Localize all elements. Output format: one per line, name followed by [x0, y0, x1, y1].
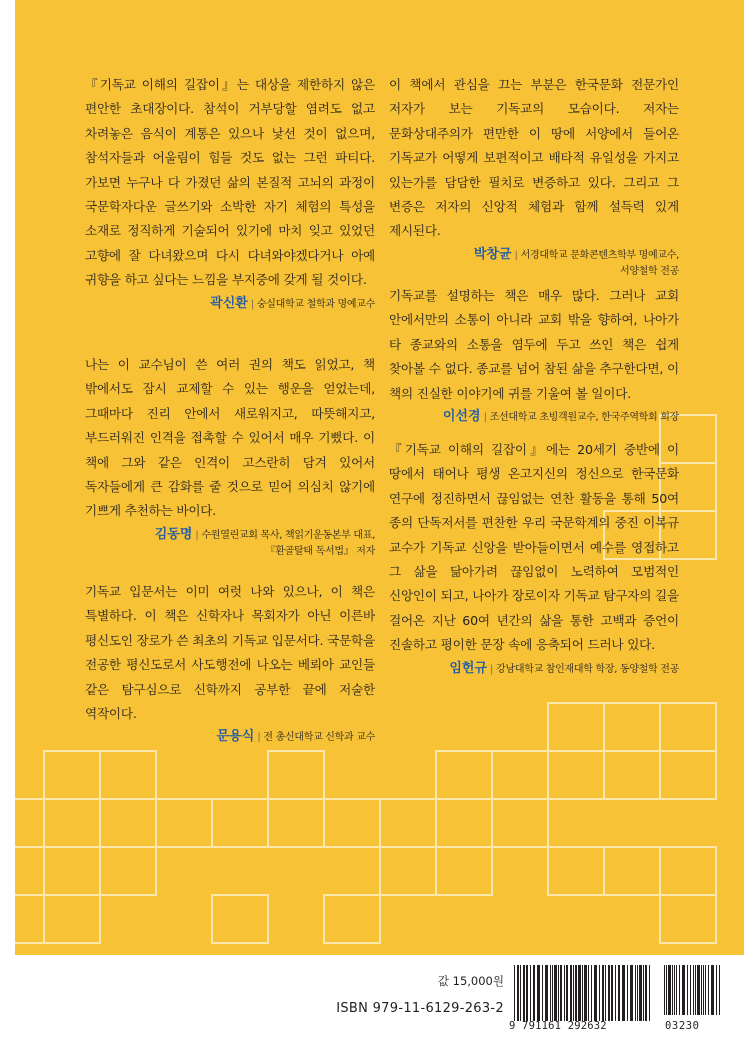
barcode-bar [695, 965, 696, 1015]
review-moon-yongsik [85, 580, 375, 746]
reviewer-credit [85, 729, 375, 746]
barcode-bar [554, 965, 557, 1021]
barcode-bar [533, 965, 535, 1021]
separator-bar: | [490, 663, 494, 675]
separator-bar: | [250, 298, 254, 310]
barcode-bar [578, 965, 581, 1021]
barcode-bar [591, 965, 592, 1021]
barcode-bar [611, 965, 613, 1021]
barcode-bar [575, 965, 577, 1021]
separator-bar: | [514, 249, 518, 261]
isbn-label: ISBN 979-11-6129-263-2 [336, 1001, 504, 1016]
separator-bar: | [257, 732, 261, 744]
barcode-bar [664, 965, 665, 1015]
barcode-bar [693, 965, 694, 1015]
barcode-bar [637, 965, 638, 1021]
reviewer-affiliation-line2: 『환골탈태 독서법』 저자 [265, 545, 375, 557]
barcode-bar [666, 965, 667, 1015]
reviewer-credit [85, 527, 375, 560]
barcode-bar [517, 965, 519, 1021]
barcode-bar [564, 965, 565, 1021]
barcode-bar [676, 965, 677, 1015]
barcode-bar [605, 965, 606, 1021]
barcode-bar [560, 965, 562, 1021]
review-kim-dongmyeong [85, 353, 375, 560]
review-text: 『기독교 이해의 길잡이』는 대상을 제한하지 않은 편안한 초대장이다. 참석이 거부당할 염려도 없고 차려놓은 음식이 계통은 있으나 낯선 것이 없으며, 참석자들과 어울림이 힘들 것도 없는 그런 파티다. 가보면 누구나 다 가졌던 삶의 본질적 고뇌의 과정이 국문학자다운 글쓰기와 소박한 자기 체험의 특성을 소재로 정직하게 기술되어 있기에 마치 잊고 있었던 고향에 잘 다녀왔으며 다시 다녀와야겠다거나 아예 귀향을 하고 싶다는 느낌을 부지중에 갖게 될 것이다. [85, 77, 375, 288]
review-text: 이 책에서 관심을 끄는 부분은 한국문화 전문가인 저자가 보는 기독교의 모습이다. 저자는 문화상대주의가 편만한 이 땅에 서양에서 들어온 기독교가 어떻게 보편적이고 배타적 유일성을 가지고 있는가를 담담한 필치로 변증하고 있다. 그리고 그 변증은 저자의 신앙적 체험과 함께 설득력 있게 제시된다. [389, 77, 679, 239]
barcode-digits: 9 791161 292632 [509, 1020, 607, 1032]
reviewer-credit [389, 247, 679, 280]
cover-footer [0, 955, 750, 1064]
addon-barcode-digits: 03230 [665, 1020, 700, 1032]
review-text: 『기독교 이해의 길잡이』에는 20세기 중반에 이 땅에서 태어나 평생 온고지신의 정신으로 한국문화 연구에 정진하면서 끊임없는 연찬 활동을 통해 50여 종의 단독저서를 편찬한 우리 국문학계의 중진 이복규 교수가 기독교 신앙을 받아들이면서 예수를 영접하고 그 삶을 닮아가려 끊임없이 노력하여 모범적인 신앙인이 되고, 나아가 장로이자 기독교 탐구자의 길을 걸어온 지난 60여 년간의 삶을 통한 고백과 증언이 진솔하고 평이한 문장 속에 응축되어 드러나 있다. [389, 442, 679, 653]
barcode-bar [703, 965, 704, 1015]
barcode-bar [643, 965, 644, 1021]
barcode-bar [687, 965, 688, 1015]
reviewer-name: 박창균 [473, 246, 512, 262]
barcode-bar [630, 965, 633, 1021]
barcode-bar [618, 965, 620, 1021]
review-text: 기독교 입문서는 이미 여럿 나와 있으나, 이 책은 특별하다. 이 책은 신학자나 목회자가 아닌 이른바 평신도인 장로가 쓴 최초의 기독교 입문서다. 국문학을 전공한 평신도로서 사도행전에 나오는 베뢰아 교인들 같은 탐구심으로 신학까지 공부한 끝에 저술한 역작이다. [85, 584, 375, 722]
barcode-bar [674, 965, 675, 1015]
barcode-bar [552, 965, 553, 1021]
barcode-bar [719, 965, 720, 1015]
barcode-bar [608, 965, 610, 1021]
reviewer-affiliation: 숭실대학교 철학과 명예교수 [256, 298, 375, 310]
barcode-bar [514, 965, 515, 1021]
reviewer-name: 곽신환 [210, 295, 248, 311]
review-lee-seongyeong [389, 284, 679, 426]
barcode-bar [526, 965, 528, 1021]
barcode-bar [584, 965, 587, 1021]
barcode-bar [645, 965, 647, 1021]
barcode-bar [679, 965, 680, 1015]
price-label: 값 15,000원 [437, 974, 504, 988]
review-text: 나는 이 교수님이 쓴 여러 권의 책도 읽었고, 책 밖에서도 잠시 교제할 수 있는 행운을 얻었는데, 그때마다 진리 안에서 새로워지고, 따뜻해지고, 부드러워진 인격을 접촉할 수 있어서 매우 기뻤다. 이 책에 그와 같은 인격이 고스란히 담겨 있어서 독자들에게 큰 감화를 줄 것으로 믿어 의심치 않기에 기쁘게 추천하는 바이다. [85, 357, 375, 519]
barcode-bar [558, 965, 559, 1021]
reviewer-credit [389, 661, 679, 678]
barcode-bar [690, 965, 691, 1015]
barcode-bar [668, 965, 671, 1015]
reviewer-name: 김동명 [154, 526, 193, 542]
reviewer-affiliation: 서경대학교 문화콘텐츠학부 명예교수, [520, 249, 679, 261]
review-lim-heongyu [389, 438, 679, 678]
review-kwak-shinhwan [85, 73, 375, 313]
barcode-bar [711, 965, 714, 1015]
barcode-bar [705, 965, 706, 1015]
reviewer-affiliation: 전 총신대학교 신학과 교수 [263, 732, 375, 744]
reviewer-credit [389, 409, 679, 426]
barcode-bar [627, 965, 628, 1021]
reviewer-affiliation: 조선대학교 초빙객원교수, 한국주역학회 회장 [489, 412, 679, 424]
barcode-bar [635, 965, 636, 1021]
barcode-bar [701, 965, 702, 1015]
reviewer-affiliation-line2: 서양철학 전공 [619, 265, 679, 277]
reviewer-affiliation: 수원열린교회 목사, 책읽기운동본부 대표, [201, 529, 375, 541]
barcode-bar [570, 965, 572, 1021]
barcode-bar [573, 965, 574, 1021]
separator-bar: | [483, 412, 487, 424]
barcode-bar [602, 965, 604, 1021]
barcode-bar [542, 965, 543, 1021]
barcode-bar [672, 965, 673, 1015]
barcode-bar [716, 965, 717, 1015]
barcode-bar [523, 965, 525, 1021]
barcode-bar [530, 965, 531, 1021]
reviewer-name: 문용식 [216, 729, 255, 745]
barcode-bar [649, 965, 650, 1021]
review-text: 기독교를 설명하는 책은 매우 많다. 그러나 교회 안에서만의 소통이 아니라 교회 밖을 향하여, 나아가 타 종교와의 소통을 염두에 두고 쓰인 책은 쉽게 찾아볼 수 없다. 종교를 넘어 참된 삶을 추구한다면, 이 책의 진실한 이야기에 귀를 기울여 볼 일이다. [389, 288, 679, 401]
barcode-bar [545, 965, 548, 1021]
barcode-bar [697, 965, 700, 1015]
reviewer-credit [85, 296, 375, 313]
barcode-bar [622, 965, 625, 1021]
reviewer-name: 이선경 [442, 409, 481, 425]
reviewer-affiliation: 강남대학교 참인재대학 학장, 동양철학 전공 [496, 663, 679, 675]
review-park-changgyun [389, 73, 679, 280]
barcode-bar [537, 965, 540, 1021]
barcode-bar [582, 965, 583, 1021]
barcode-bar [599, 965, 600, 1021]
barcode-bar [708, 965, 709, 1015]
barcode-bar [639, 965, 642, 1021]
back-cover [15, 0, 744, 955]
barcode-bar [588, 965, 589, 1021]
barcode-bar [615, 965, 616, 1021]
barcode-bar [550, 965, 551, 1021]
barcode-bar [594, 965, 597, 1021]
isbn-barcode [512, 965, 652, 1021]
reviewer-name: 임헌규 [449, 660, 488, 676]
barcode-bar [566, 965, 568, 1021]
separator-bar: | [195, 529, 199, 541]
addon-barcode [662, 965, 722, 1015]
barcode-bar [520, 965, 521, 1021]
barcode-bar [682, 965, 685, 1015]
